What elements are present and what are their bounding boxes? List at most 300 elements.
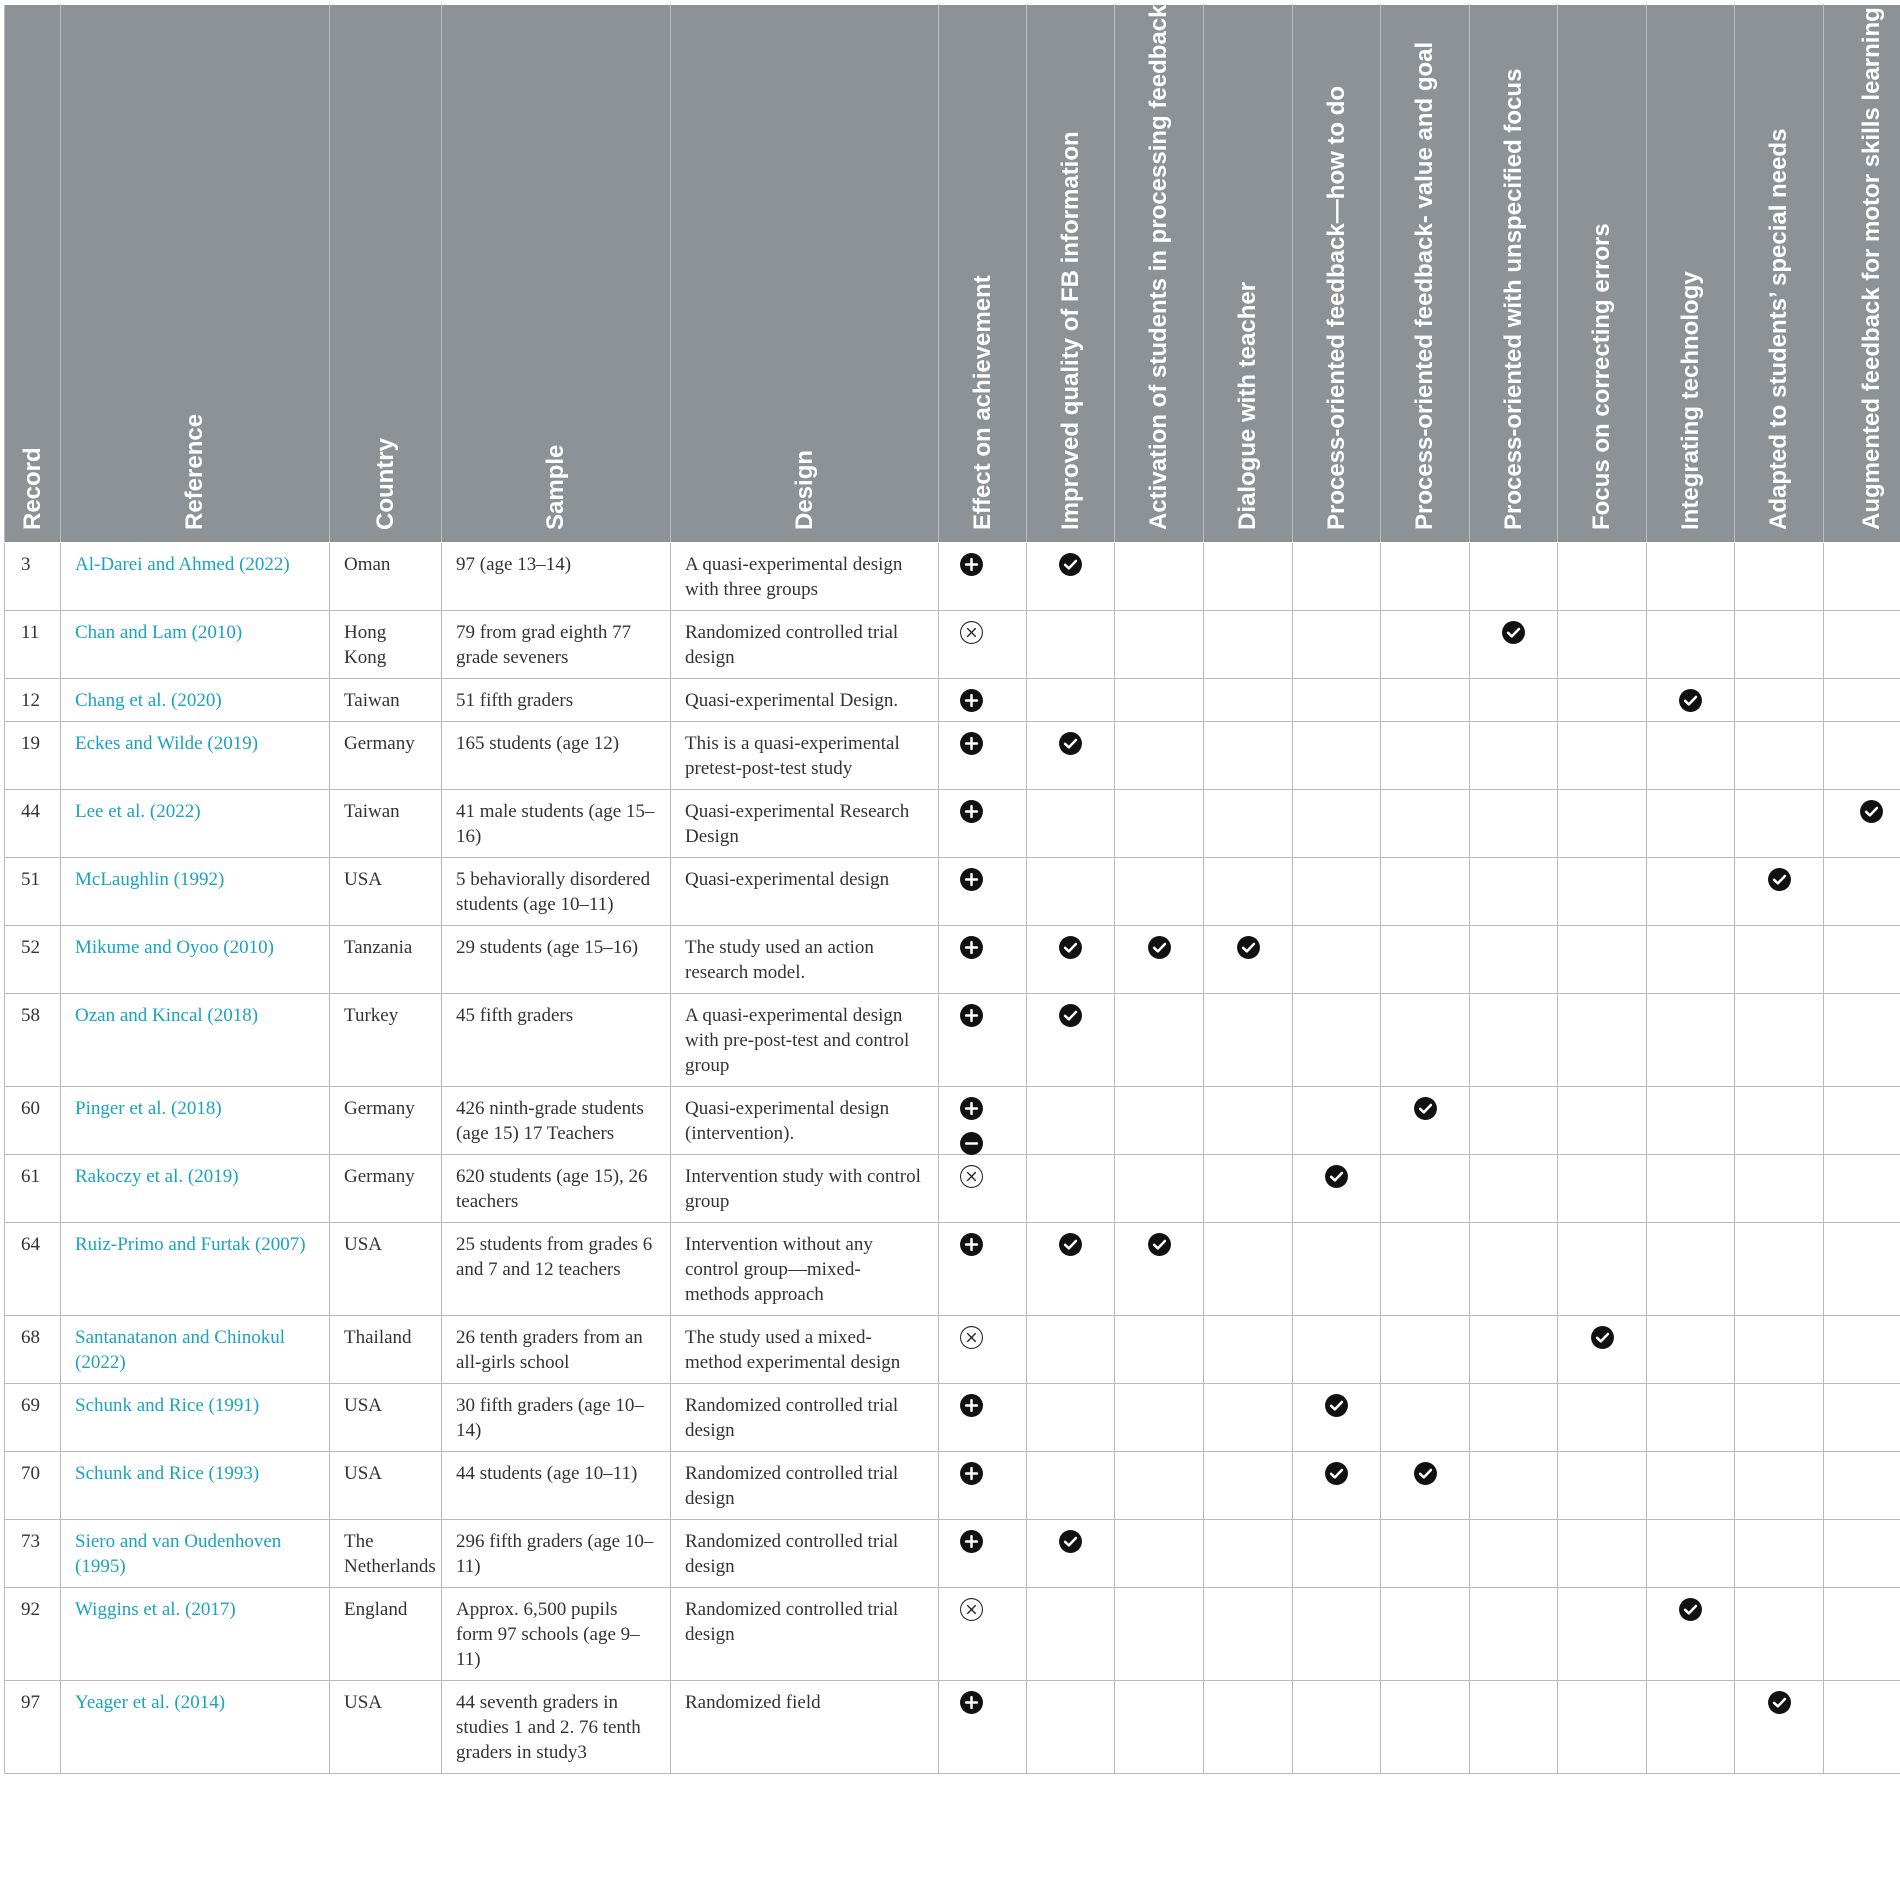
criteria-cell [1027, 994, 1115, 1087]
criteria-cell [1470, 1588, 1558, 1681]
criteria-cell [1293, 1316, 1381, 1384]
criteria-cell [1824, 543, 1900, 611]
table-row [5, 1384, 1900, 1452]
country-cell: USA [330, 858, 442, 926]
record-cell: 69 [5, 1384, 61, 1452]
criteria-cell [1470, 1223, 1558, 1316]
reference-link[interactable]: Wiggins et al. (2017) [61, 1588, 330, 1681]
criteria-cell [1735, 1087, 1824, 1155]
criteria-cell [1293, 1223, 1381, 1316]
country-cell: Taiwan [330, 679, 442, 722]
criteria-cell [1293, 679, 1381, 722]
column-header [1558, 5, 1647, 543]
criteria-cell [1470, 679, 1558, 722]
criteria-cell [1470, 1316, 1558, 1384]
criteria-cell [1204, 926, 1293, 994]
check-icon [1058, 1232, 1083, 1257]
sample-cell: 5 behaviorally disordered students (age 10–11) [442, 858, 671, 926]
criteria-cell [1824, 1155, 1900, 1223]
country-cell: Taiwan [330, 790, 442, 858]
criteria-cell [1735, 926, 1824, 994]
criteria-cell [1470, 1520, 1558, 1588]
criteria-cell [1381, 1452, 1470, 1520]
positive-effect-icon [959, 1690, 984, 1715]
criteria-cell [1204, 1588, 1293, 1681]
criteria-cell [1027, 1223, 1115, 1316]
criteria-cell [1204, 858, 1293, 926]
check-icon [1058, 1529, 1083, 1554]
criteria-cell [1470, 926, 1558, 994]
criteria-cell [1204, 1155, 1293, 1223]
criteria-cell [1115, 679, 1204, 722]
criteria-cell [1470, 722, 1558, 790]
criteria-cell [1381, 722, 1470, 790]
criteria-cell [1027, 611, 1115, 679]
criteria-cell [1204, 1520, 1293, 1588]
criteria-cell [1824, 1087, 1900, 1155]
criteria-cell [1115, 1384, 1204, 1452]
criteria-cell [1027, 543, 1115, 611]
country-cell: England [330, 1588, 442, 1681]
positive-effect-icon [959, 1096, 984, 1121]
column-header [1293, 5, 1381, 543]
evidence-table [4, 4, 1900, 1774]
positive-effect-icon [959, 1461, 984, 1486]
criteria-cell [1381, 926, 1470, 994]
criteria-cell [1470, 1087, 1558, 1155]
criteria-cell [1293, 1384, 1381, 1452]
criteria-cell [1293, 1155, 1381, 1223]
effect-cell [939, 722, 1027, 790]
column-header [5, 5, 61, 543]
criteria-cell [1470, 1681, 1558, 1774]
design-cell: Randomized field [671, 1681, 939, 1774]
criteria-cell [1027, 722, 1115, 790]
positive-effect-icon [959, 688, 984, 713]
criteria-cell [1558, 1316, 1647, 1384]
column-header [1204, 5, 1293, 543]
column-header [1647, 5, 1735, 543]
criteria-cell [1558, 543, 1647, 611]
criteria-cell [1381, 1520, 1470, 1588]
criteria-cell [1470, 1452, 1558, 1520]
sample-cell: 97 (age 13–14) [442, 543, 671, 611]
reference-link[interactable]: Chang et al. (2020) [61, 679, 330, 722]
criteria-cell [1824, 926, 1900, 994]
table-body [5, 543, 1900, 1774]
criteria-cell [1824, 1384, 1900, 1452]
criteria-cell [1204, 611, 1293, 679]
column-header [1824, 5, 1900, 543]
column-header [939, 5, 1027, 543]
reference-link[interactable]: Schunk and Rice (1993) [61, 1452, 330, 1520]
criteria-cell [1558, 858, 1647, 926]
no-effect-icon [959, 1597, 984, 1622]
criteria-cell [1381, 1316, 1470, 1384]
criteria-cell [1558, 1681, 1647, 1774]
criteria-cell [1027, 1316, 1115, 1384]
column-header [1115, 5, 1204, 543]
column-header [1735, 5, 1824, 543]
record-cell: 92 [5, 1588, 61, 1681]
criteria-cell [1647, 1588, 1735, 1681]
check-icon [1678, 688, 1703, 713]
check-icon [1767, 867, 1792, 892]
positive-effect-icon [959, 731, 984, 756]
sample-cell: 165 students (age 12) [442, 722, 671, 790]
criteria-cell [1027, 1155, 1115, 1223]
reference-link[interactable]: Ruiz-Primo and Furtak (2007) [61, 1223, 330, 1316]
country-cell: Thailand [330, 1316, 442, 1384]
criteria-cell [1735, 1223, 1824, 1316]
column-header-label: Adapted to students’ special needs [1765, 128, 1792, 530]
country-cell: USA [330, 1223, 442, 1316]
criteria-cell [1115, 790, 1204, 858]
criteria-cell [1115, 1223, 1204, 1316]
criteria-cell [1824, 1588, 1900, 1681]
check-icon [1767, 1690, 1792, 1715]
criteria-cell [1647, 1316, 1735, 1384]
criteria-cell [1558, 722, 1647, 790]
effect-cell [939, 1452, 1027, 1520]
check-icon [1058, 1003, 1083, 1028]
reference-link[interactable]: Rakoczy et al. (2019) [61, 1155, 330, 1223]
criteria-cell [1824, 1681, 1900, 1774]
table-row [5, 611, 1900, 679]
record-cell: 60 [5, 1087, 61, 1155]
criteria-cell [1381, 1155, 1470, 1223]
criteria-cell [1647, 1681, 1735, 1774]
positive-effect-icon [959, 1232, 984, 1257]
record-cell: 19 [5, 722, 61, 790]
criteria-cell [1293, 1520, 1381, 1588]
criteria-cell [1027, 926, 1115, 994]
column-header-label: Focus on correcting errors [1588, 223, 1615, 530]
sample-cell: 26 tenth graders from an all-girls school [442, 1316, 671, 1384]
check-icon [1678, 1597, 1703, 1622]
design-cell: Randomized controlled trial design [671, 611, 939, 679]
reference-link[interactable]: Eckes and Wilde (2019) [61, 722, 330, 790]
criteria-cell [1470, 611, 1558, 679]
criteria-cell [1824, 1452, 1900, 1520]
sample-cell: 29 students (age 15–16) [442, 926, 671, 994]
criteria-cell [1293, 994, 1381, 1087]
criteria-cell [1735, 1384, 1824, 1452]
reference-link[interactable]: Al-Darei and Ahmed (2022) [61, 543, 330, 611]
check-icon [1058, 935, 1083, 960]
criteria-cell [1027, 1087, 1115, 1155]
design-cell: The study used an action research model. [671, 926, 939, 994]
record-cell: 73 [5, 1520, 61, 1588]
criteria-cell [1470, 543, 1558, 611]
record-cell: 52 [5, 926, 61, 994]
criteria-cell [1824, 679, 1900, 722]
criteria-cell [1293, 926, 1381, 994]
reference-link[interactable]: Mikume and Oyoo (2010) [61, 926, 330, 994]
design-cell: Quasi-experimental design [671, 858, 939, 926]
positive-effect-icon [959, 799, 984, 824]
sample-cell: 44 students (age 10–11) [442, 1452, 671, 1520]
reference-link[interactable]: Pinger et al. (2018) [61, 1087, 330, 1155]
column-header-label: Dialogue with teacher [1234, 281, 1261, 530]
country-cell: Germany [330, 1155, 442, 1223]
column-header [442, 5, 671, 543]
column-header-label: Process-oriented feedback- value and goal [1411, 41, 1438, 530]
criteria-cell [1735, 543, 1824, 611]
column-header [671, 5, 939, 543]
check-icon [1147, 935, 1172, 960]
check-icon [1324, 1393, 1349, 1418]
criteria-cell [1027, 679, 1115, 722]
criteria-cell [1647, 722, 1735, 790]
country-cell: Oman [330, 543, 442, 611]
criteria-cell [1647, 1452, 1735, 1520]
criteria-cell [1381, 858, 1470, 926]
criteria-cell [1558, 1155, 1647, 1223]
column-header-label: Improved quality of FB information [1056, 131, 1084, 530]
sample-cell: 45 fifth graders [442, 994, 671, 1087]
criteria-cell [1381, 994, 1470, 1087]
no-effect-icon [959, 620, 984, 645]
table-row [5, 543, 1900, 611]
record-cell: 68 [5, 1316, 61, 1384]
record-cell: 3 [5, 543, 61, 611]
criteria-cell [1558, 1223, 1647, 1316]
criteria-cell [1115, 543, 1204, 611]
design-cell: A quasi-experimental design with pre-post-test and control group [671, 994, 939, 1087]
criteria-cell [1824, 858, 1900, 926]
design-cell: Randomized controlled trial design [671, 1452, 939, 1520]
criteria-cell [1381, 679, 1470, 722]
table-row [5, 1681, 1900, 1774]
criteria-cell [1204, 1452, 1293, 1520]
design-cell: Randomized controlled trial design [671, 1588, 939, 1681]
column-header-label: Effect on achievement [968, 275, 996, 530]
effect-cell [939, 611, 1027, 679]
column-header-label: Record [18, 447, 46, 530]
table-row [5, 679, 1900, 722]
criteria-cell [1647, 790, 1735, 858]
record-cell: 11 [5, 611, 61, 679]
criteria-cell [1647, 611, 1735, 679]
effect-cell [939, 1316, 1027, 1384]
criteria-cell [1735, 1316, 1824, 1384]
sample-cell: 79 from grad eighth 77 grade seveners [442, 611, 671, 679]
criteria-cell [1558, 679, 1647, 722]
criteria-cell [1027, 1520, 1115, 1588]
table-row [5, 1588, 1900, 1681]
criteria-cell [1735, 679, 1824, 722]
criteria-cell [1470, 858, 1558, 926]
table-row [5, 858, 1900, 926]
criteria-cell [1470, 790, 1558, 858]
criteria-cell [1381, 543, 1470, 611]
design-cell: Quasi-experimental Research Design [671, 790, 939, 858]
design-cell: The study used a mixed-method experimental design [671, 1316, 939, 1384]
design-cell: A quasi-experimental design with three groups [671, 543, 939, 611]
country-cell: Tanzania [330, 926, 442, 994]
criteria-cell [1204, 1316, 1293, 1384]
criteria-cell [1381, 1681, 1470, 1774]
check-icon [1236, 935, 1261, 960]
criteria-cell [1381, 790, 1470, 858]
check-icon [1324, 1164, 1349, 1189]
criteria-cell [1647, 926, 1735, 994]
criteria-cell [1115, 1155, 1204, 1223]
effect-cell [939, 790, 1027, 858]
criteria-cell [1824, 1520, 1900, 1588]
table-row [5, 1316, 1900, 1384]
criteria-cell [1647, 994, 1735, 1087]
sample-cell: 25 students from grades 6 and 7 and 12 teachers [442, 1223, 671, 1316]
column-header-label: Design [790, 449, 818, 530]
column-header [1470, 5, 1558, 543]
criteria-cell [1735, 858, 1824, 926]
criteria-cell [1115, 1681, 1204, 1774]
sample-cell: 44 seventh graders in studies 1 and 2. 76 tenth graders in study3 [442, 1681, 671, 1774]
criteria-cell [1470, 1384, 1558, 1452]
reference-link[interactable]: Schunk and Rice (1991) [61, 1384, 330, 1452]
record-cell: 12 [5, 679, 61, 722]
column-header [61, 5, 330, 543]
table-row [5, 1087, 1900, 1155]
criteria-cell [1735, 1520, 1824, 1588]
criteria-cell [1647, 1223, 1735, 1316]
effect-cell [939, 994, 1027, 1087]
criteria-cell [1027, 1384, 1115, 1452]
criteria-cell [1293, 858, 1381, 926]
design-cell: Quasi-experimental design (intervention). [671, 1087, 939, 1155]
criteria-cell [1115, 1520, 1204, 1588]
column-header-label: Augmented feedback for motor skills learning [1857, 7, 1885, 530]
criteria-cell [1558, 926, 1647, 994]
column-header-label: Reference [181, 413, 208, 530]
positive-effect-icon [959, 867, 984, 892]
criteria-cell [1558, 611, 1647, 679]
criteria-cell [1824, 790, 1900, 858]
check-icon [1413, 1096, 1438, 1121]
effect-cell [939, 1223, 1027, 1316]
reference-link[interactable]: Lee et al. (2022) [61, 790, 330, 858]
column-header-label: Country [371, 438, 399, 530]
column-header-label: Activation of students in processing feedback [1145, 4, 1172, 530]
record-cell: 44 [5, 790, 61, 858]
record-cell: 61 [5, 1155, 61, 1223]
criteria-cell [1735, 611, 1824, 679]
table-row [5, 926, 1900, 994]
criteria-cell [1735, 790, 1824, 858]
criteria-cell [1824, 1316, 1900, 1384]
criteria-cell [1293, 611, 1381, 679]
no-effect-icon [959, 1164, 984, 1189]
criteria-cell [1647, 1384, 1735, 1452]
criteria-cell [1647, 858, 1735, 926]
sample-cell: Approx. 6,500 pupils form 97 schools (age 9–11) [442, 1588, 671, 1681]
effect-cell [939, 1681, 1027, 1774]
criteria-cell [1293, 790, 1381, 858]
check-icon [1324, 1461, 1349, 1486]
reference-link[interactable]: Chan and Lam (2010) [61, 611, 330, 679]
positive-effect-icon [959, 1529, 984, 1554]
criteria-cell [1735, 722, 1824, 790]
design-cell: Randomized controlled trial design [671, 1520, 939, 1588]
criteria-cell [1027, 1588, 1115, 1681]
effect-cell [939, 1588, 1027, 1681]
effect-cell [939, 858, 1027, 926]
sample-cell: 41 male students (age 15–16) [442, 790, 671, 858]
criteria-cell [1824, 1223, 1900, 1316]
criteria-cell [1293, 1681, 1381, 1774]
table-row [5, 790, 1900, 858]
table-row [5, 1155, 1900, 1223]
reference-link[interactable]: Ozan and Kincal (2018) [61, 994, 330, 1087]
sample-cell: 620 students (age 15), 26 teachers [442, 1155, 671, 1223]
check-icon [1147, 1232, 1172, 1257]
criteria-cell [1381, 1223, 1470, 1316]
reference-link[interactable]: McLaughlin (1992) [61, 858, 330, 926]
criteria-cell [1204, 1087, 1293, 1155]
table-header [5, 5, 1900, 543]
check-icon [1413, 1461, 1438, 1486]
country-cell: Germany [330, 1087, 442, 1155]
reference-link[interactable]: Santanatanon and Chinokul (2022) [61, 1316, 330, 1384]
criteria-cell [1293, 722, 1381, 790]
effect-cell [939, 1155, 1027, 1223]
criteria-cell [1204, 1223, 1293, 1316]
criteria-cell [1204, 679, 1293, 722]
sample-cell: 296 fifth graders (age 10–11) [442, 1520, 671, 1588]
criteria-cell [1115, 1588, 1204, 1681]
criteria-cell [1558, 1384, 1647, 1452]
country-cell: Germany [330, 722, 442, 790]
sample-cell: 426 ninth-grade students (age 15) 17 Teachers [442, 1087, 671, 1155]
criteria-cell [1293, 1452, 1381, 1520]
column-header-label: Sample [542, 444, 569, 530]
country-cell: USA [330, 1452, 442, 1520]
positive-effect-icon [959, 1003, 984, 1028]
table-row [5, 722, 1900, 790]
criteria-cell [1470, 1155, 1558, 1223]
check-icon [1058, 731, 1083, 756]
criteria-cell [1647, 1155, 1735, 1223]
criteria-cell [1647, 1087, 1735, 1155]
table-row [5, 1452, 1900, 1520]
criteria-cell [1115, 1316, 1204, 1384]
criteria-cell [1735, 1155, 1824, 1223]
criteria-cell [1558, 1520, 1647, 1588]
criteria-cell [1115, 994, 1204, 1087]
criteria-cell [1381, 1087, 1470, 1155]
criteria-cell [1115, 1087, 1204, 1155]
criteria-cell [1735, 1588, 1824, 1681]
reference-link[interactable]: Siero and van Oudenhoven (1995) [61, 1520, 330, 1588]
table-row [5, 1520, 1900, 1588]
criteria-cell [1115, 1452, 1204, 1520]
design-cell: Randomized controlled trial design [671, 1384, 939, 1452]
criteria-cell [1027, 1452, 1115, 1520]
check-icon [1058, 552, 1083, 577]
criteria-cell [1115, 926, 1204, 994]
reference-link[interactable]: Yeager et al. (2014) [61, 1681, 330, 1774]
criteria-cell [1027, 858, 1115, 926]
criteria-cell [1735, 1452, 1824, 1520]
effect-cell [939, 1384, 1027, 1452]
criteria-cell [1824, 722, 1900, 790]
criteria-cell [1735, 1681, 1824, 1774]
criteria-cell [1293, 1087, 1381, 1155]
criteria-cell [1381, 1384, 1470, 1452]
criteria-cell [1558, 790, 1647, 858]
